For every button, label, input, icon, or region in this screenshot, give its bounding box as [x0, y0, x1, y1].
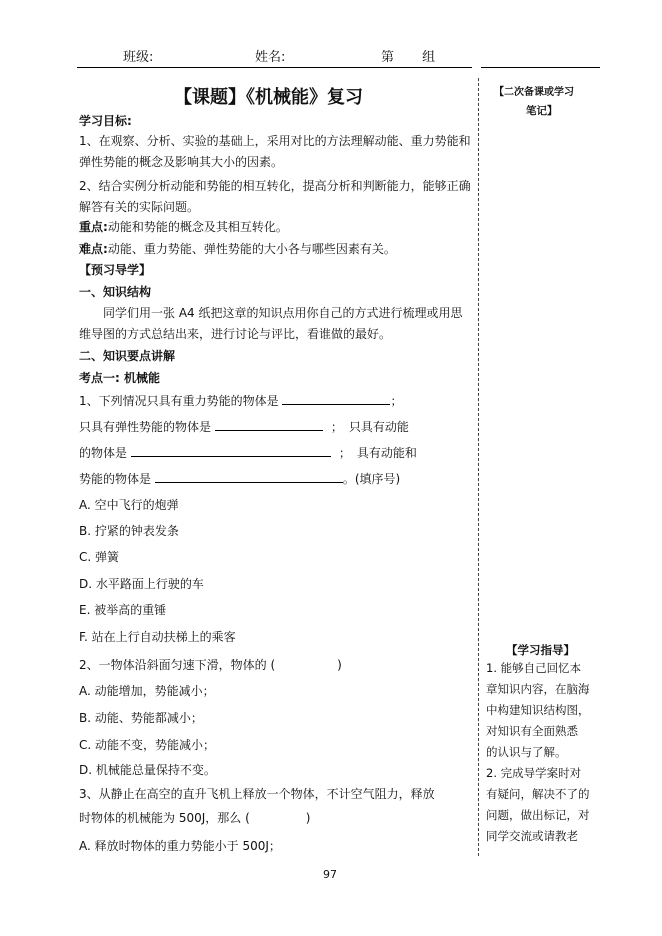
notes-title-1: 【二次备课或学习	[494, 87, 574, 98]
guide-title: 【学习指导】	[506, 643, 575, 657]
q1-line1	[79, 392, 471, 409]
q2-option-b: B. 动能、势能都减小；	[79, 711, 203, 725]
q1-text4: 势能的物体是	[79, 472, 152, 486]
q1-line2	[79, 418, 471, 435]
guide-line: 章知识内容，在脑海	[486, 682, 590, 696]
q1-blank-2[interactable]	[215, 418, 323, 431]
guide-line: 同学交流或请教老	[486, 829, 578, 843]
header-rule-side	[481, 67, 600, 68]
q3-stem-line2	[79, 810, 471, 826]
q1-text3: 的物体是	[79, 446, 128, 460]
q2-option-d: D. 机械能总量保持不变。	[79, 763, 216, 777]
q1-text4-end: 。(填序号)	[342, 472, 401, 486]
objective-1: 1、在观察、分析、实验的基础上，采用对比的方法理解动能、重力势能和弹性势能的概念及影响其大小的因素。	[79, 134, 471, 169]
q1-option-a: A. 空中飞行的炮弹	[79, 498, 179, 512]
q3-stem-end: )	[305, 811, 311, 825]
guide-line: 问题，做出标记，对	[486, 808, 590, 822]
q1-semi3: ；	[338, 446, 351, 460]
guide-text	[486, 658, 594, 847]
guide-line: 对知识有全面熟悉	[486, 724, 578, 738]
difficult-point	[79, 241, 471, 257]
q3-stem-text: 时物体的机械能为 500J，那么 (	[79, 811, 250, 825]
q1-option-c: C. 弹簧	[79, 550, 120, 564]
q1-text3b: 具有动能和	[356, 446, 417, 460]
q1-line3	[79, 444, 471, 461]
section1-heading: 一、知识结构	[79, 285, 152, 299]
class-label: 班级:	[123, 50, 154, 65]
section2-heading: 二、知识要点讲解	[79, 349, 176, 363]
guide-line: 2. 完成导学案时对	[486, 766, 582, 780]
key-label: 重点:	[79, 220, 108, 234]
q1-line4	[79, 470, 471, 487]
objectives-heading: 学习目标:	[79, 114, 132, 128]
name-label: 姓名:	[255, 50, 286, 65]
q2-option-a: A. 动能增加，势能减小；	[79, 684, 215, 698]
guide-line: 中构建知识结构图，	[486, 703, 590, 717]
group-label: 第 组	[381, 50, 437, 65]
difficult-label: 难点:	[79, 242, 108, 256]
q1-option-b: B. 拧紧的钟表发条	[79, 524, 179, 538]
guide-line: 1. 能够自己回忆本	[486, 661, 582, 675]
q3-option-a: A. 释放时物体的重力势能小于 500J；	[79, 839, 281, 853]
guide-line: 有疑问，解决不了的	[486, 787, 590, 801]
objective-2: 2、结合实例分析动能和势能的相互转化，提高分析和判断能力，能够正确解答有关的实际问题。	[79, 179, 471, 214]
q1-semi2: ；	[330, 420, 343, 434]
page-title: 【课题】《机械能》复习	[174, 87, 363, 108]
q1-text1: 1、下列情况只具有重力势能的物体是	[79, 394, 279, 408]
header-rule	[77, 67, 472, 68]
page-number: 97	[323, 868, 337, 881]
q1-blank-4[interactable]	[155, 470, 343, 483]
notes-title-2: 笔记】	[526, 105, 558, 117]
q1-option-e: E. 被举高的重锤	[79, 603, 167, 617]
q2-stem-end: )	[337, 658, 342, 672]
q1-text2: 只具有弹性势能的物体是	[79, 420, 212, 434]
q1-blank-3[interactable]	[131, 444, 331, 457]
key-point	[79, 219, 471, 235]
q2-option-c: C. 动能不变，势能减小；	[79, 738, 216, 752]
column-divider	[478, 78, 479, 856]
q1-blank-1[interactable]	[282, 392, 390, 405]
q1-semi1: ；	[390, 394, 403, 408]
q1-text2b: 只具有动能	[348, 420, 409, 434]
key-text: 动能和势能的概念及其相互转化。	[107, 220, 288, 234]
preview-heading: 【预习导学】	[79, 263, 152, 277]
guide-line: 的认识与了解。	[486, 745, 567, 759]
q1-option-f: F. 站在上行自动扶梯上的乘客	[79, 630, 236, 644]
q2-stem	[79, 657, 471, 673]
q2-stem-text: 2、一物体沿斜面匀速下滑，物体的 (	[79, 658, 276, 672]
q1-option-d: D. 水平路面上行驶的车	[79, 577, 204, 591]
point1-heading: 考点一: 机械能	[79, 371, 160, 385]
q3-stem-line1: 3、从静止在高空的直升飞机上释放一个物体，不计空气阻力，释放	[79, 787, 435, 801]
section1-text: 同学们用一张 A4 纸把这章的知识点用你自己的方式进行梳理或用思维导图的方式总结出来，进行讨论与评比，看谁做的最好。	[79, 306, 463, 341]
difficult-text: 动能、重力势能、弹性势能的大小各与哪些因素有关。	[107, 242, 396, 256]
